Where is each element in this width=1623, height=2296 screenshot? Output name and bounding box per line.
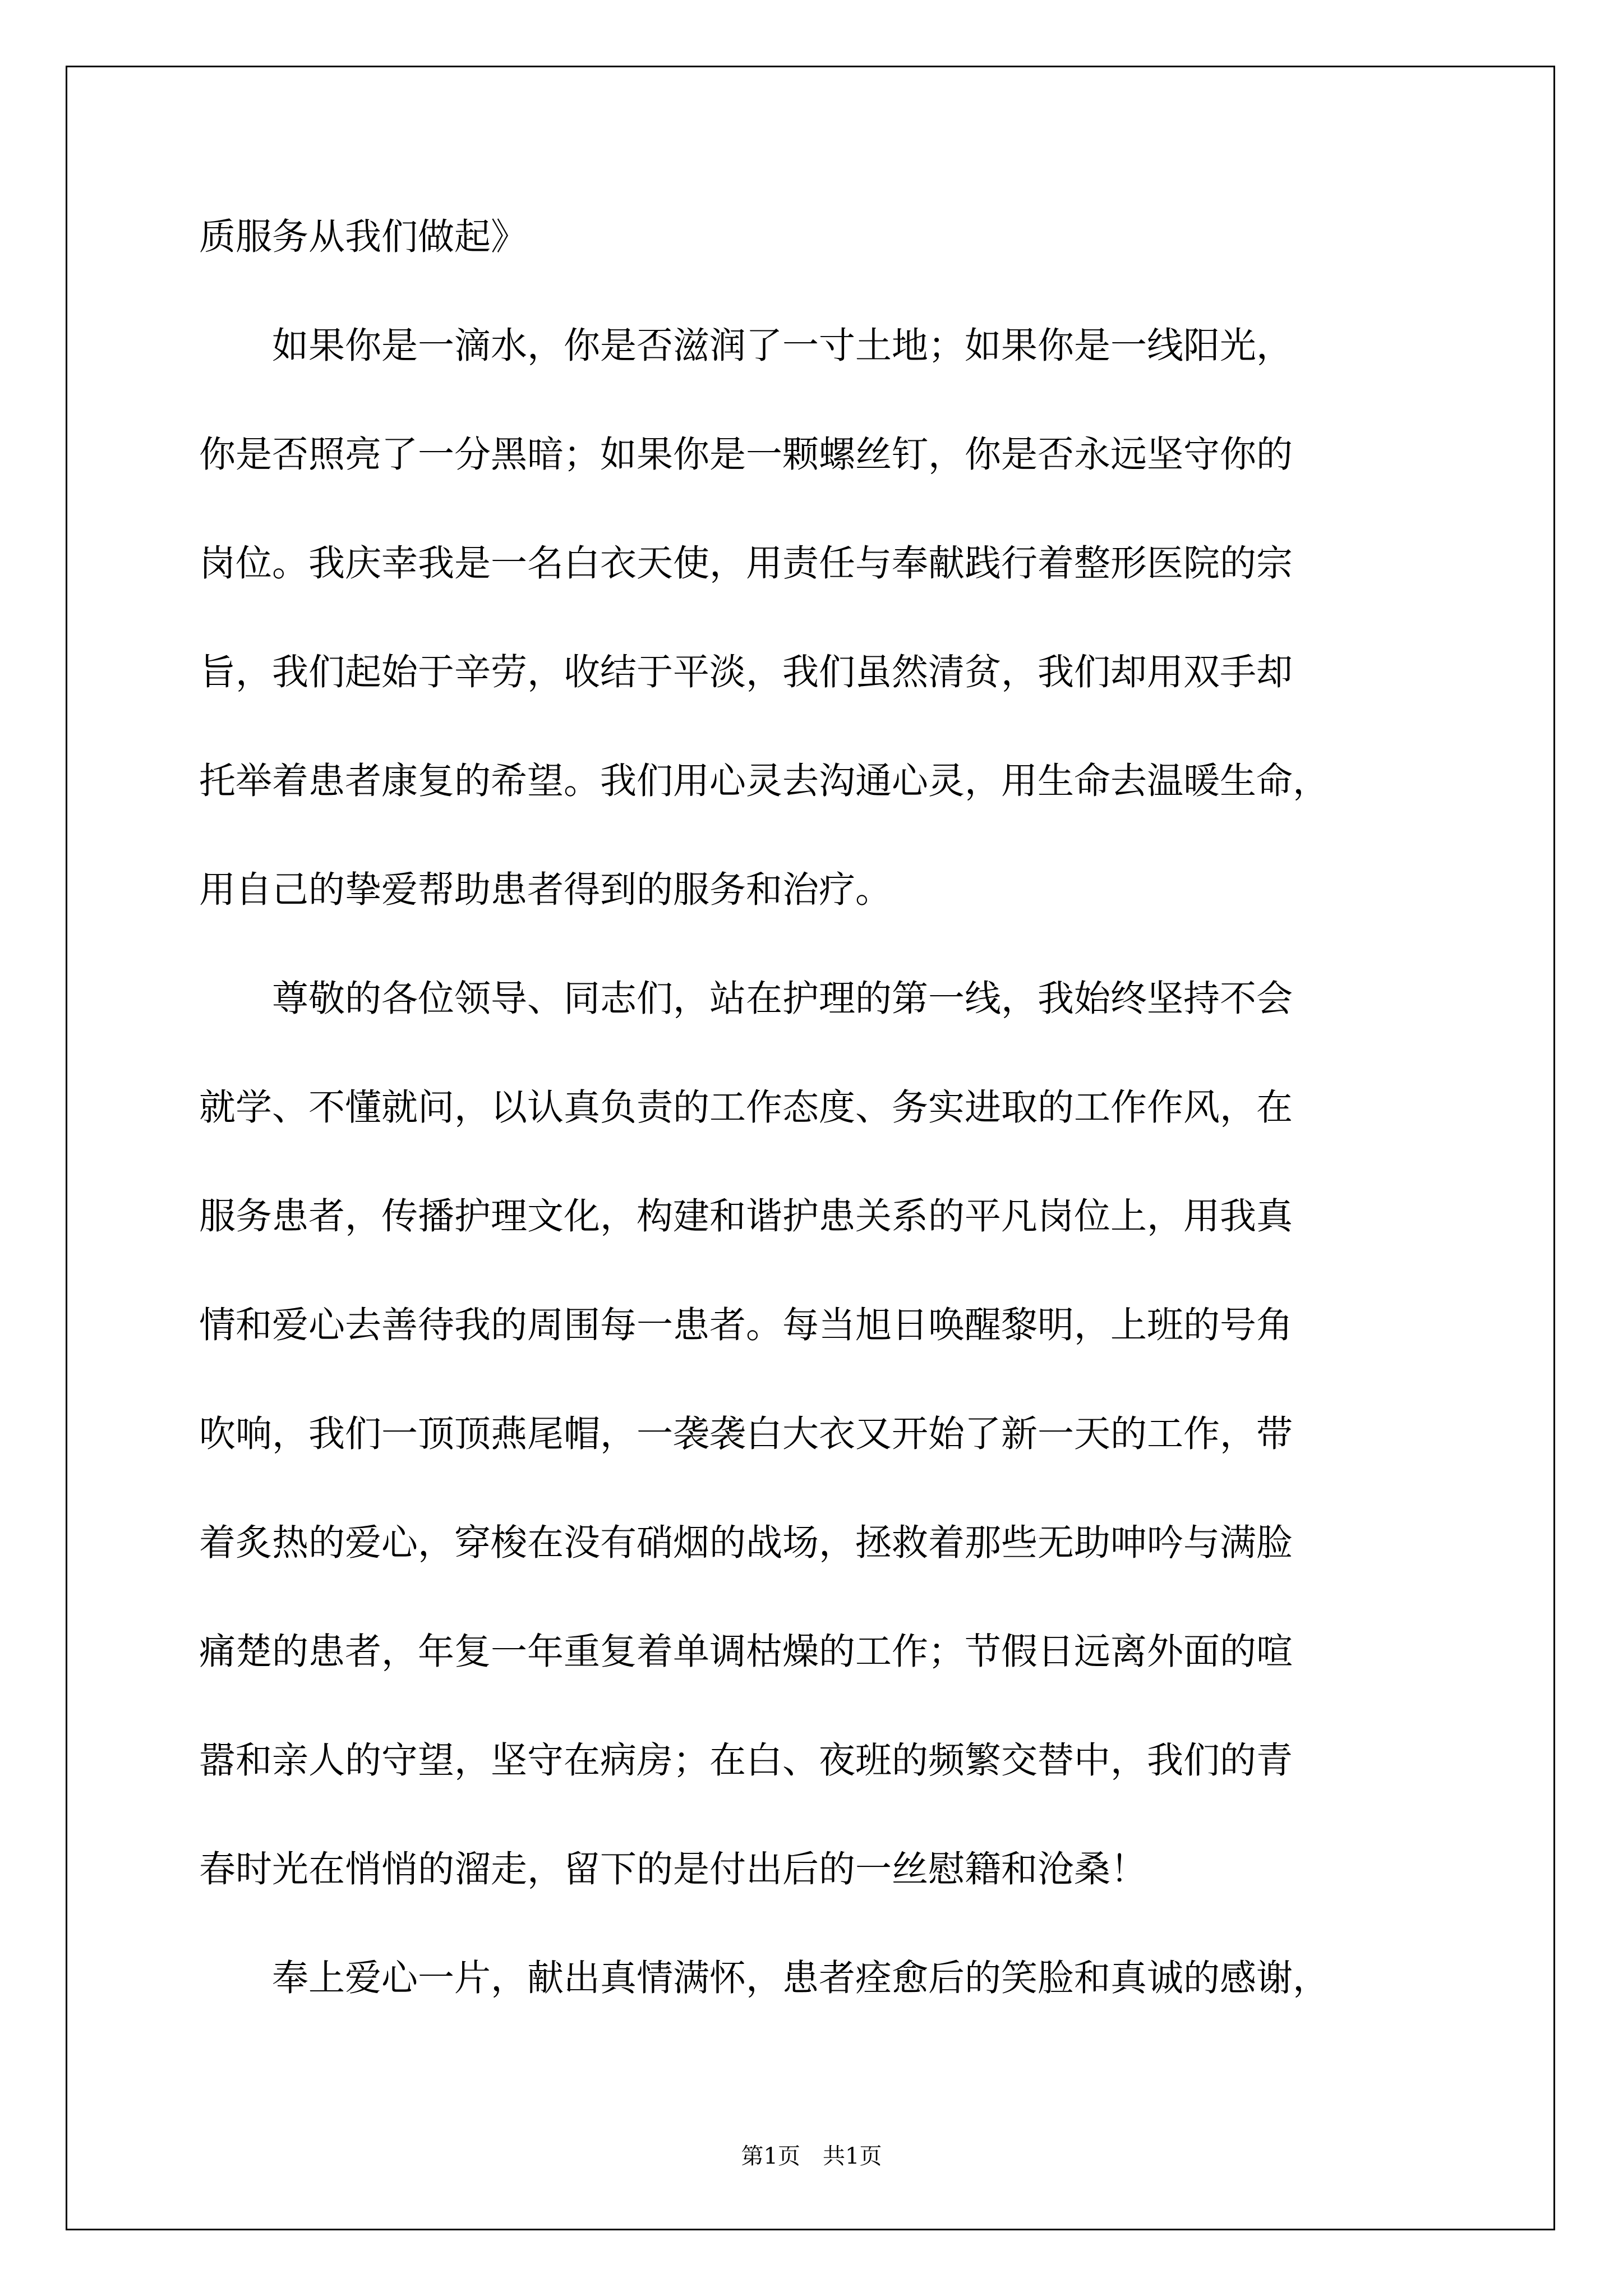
text-line: 痛楚的患者，年复一年重复着单调枯燥的工作；节假日远离外面的喧 (199, 1631, 1293, 1673)
text-line: 着炙热的爱心，穿梭在没有硝烟的战场，拯救着那些无助呻吟与满脸 (199, 1522, 1293, 1564)
text-line: 旨，我们起始于辛劳，收结于平淡，我们虽然清贫，我们却用双手却 (199, 651, 1293, 693)
text-line: 托举着患者康复的希望。我们用心灵去沟通心灵，用生命去温暖生命， (199, 760, 1330, 802)
text-line: 用自己的挚爱帮助患者得到的服务和治疗。 (199, 869, 892, 911)
text-line: 你是否照亮了一分黑暗；如果你是一颗螺丝钉，你是否永远坚守你的 (199, 434, 1293, 476)
text-line: 质服务从我们做起》 (199, 216, 528, 258)
page-border (66, 66, 1555, 2230)
text-line: 服务患者，传播护理文化，构建和谐护患关系的平凡岗位上，用我真 (199, 1195, 1293, 1237)
text-line: 情和爱心去善待我的周围每一患者。每当旭日唤醒黎明，上班的号角 (199, 1304, 1293, 1346)
text-line: 春时光在悄悄的溜走，留下的是付出后的一丝慰籍和沧桑！ (199, 1848, 1147, 1890)
page-number-footer: 第1页 共1页 (741, 2143, 882, 2169)
text-line: 奉上爱心一片，献出真情满怀，患者痊愈后的笑脸和真诚的感谢， (199, 1957, 1330, 1999)
text-line: 吹响，我们一顶顶燕尾帽，一袭袭白大衣又开始了新一天的工作，带 (199, 1413, 1293, 1455)
text-line: 尊敬的各位领导、同志们，站在护理的第一线，我始终坚持不会 (199, 978, 1293, 1020)
text-line: 如果你是一滴水，你是否滋润了一寸土地；如果你是一线阳光， (199, 325, 1293, 367)
text-line: 岗位。我庆幸我是一名白衣天使，用责任与奉献践行着整形医院的宗 (199, 542, 1293, 585)
text-line: 就学、不懂就问，以认真负责的工作态度、务实进取的工作作风，在 (199, 1087, 1293, 1129)
text-line: 嚣和亲人的守望，坚守在病房；在白、夜班的频繁交替中，我们的青 (199, 1740, 1293, 1782)
